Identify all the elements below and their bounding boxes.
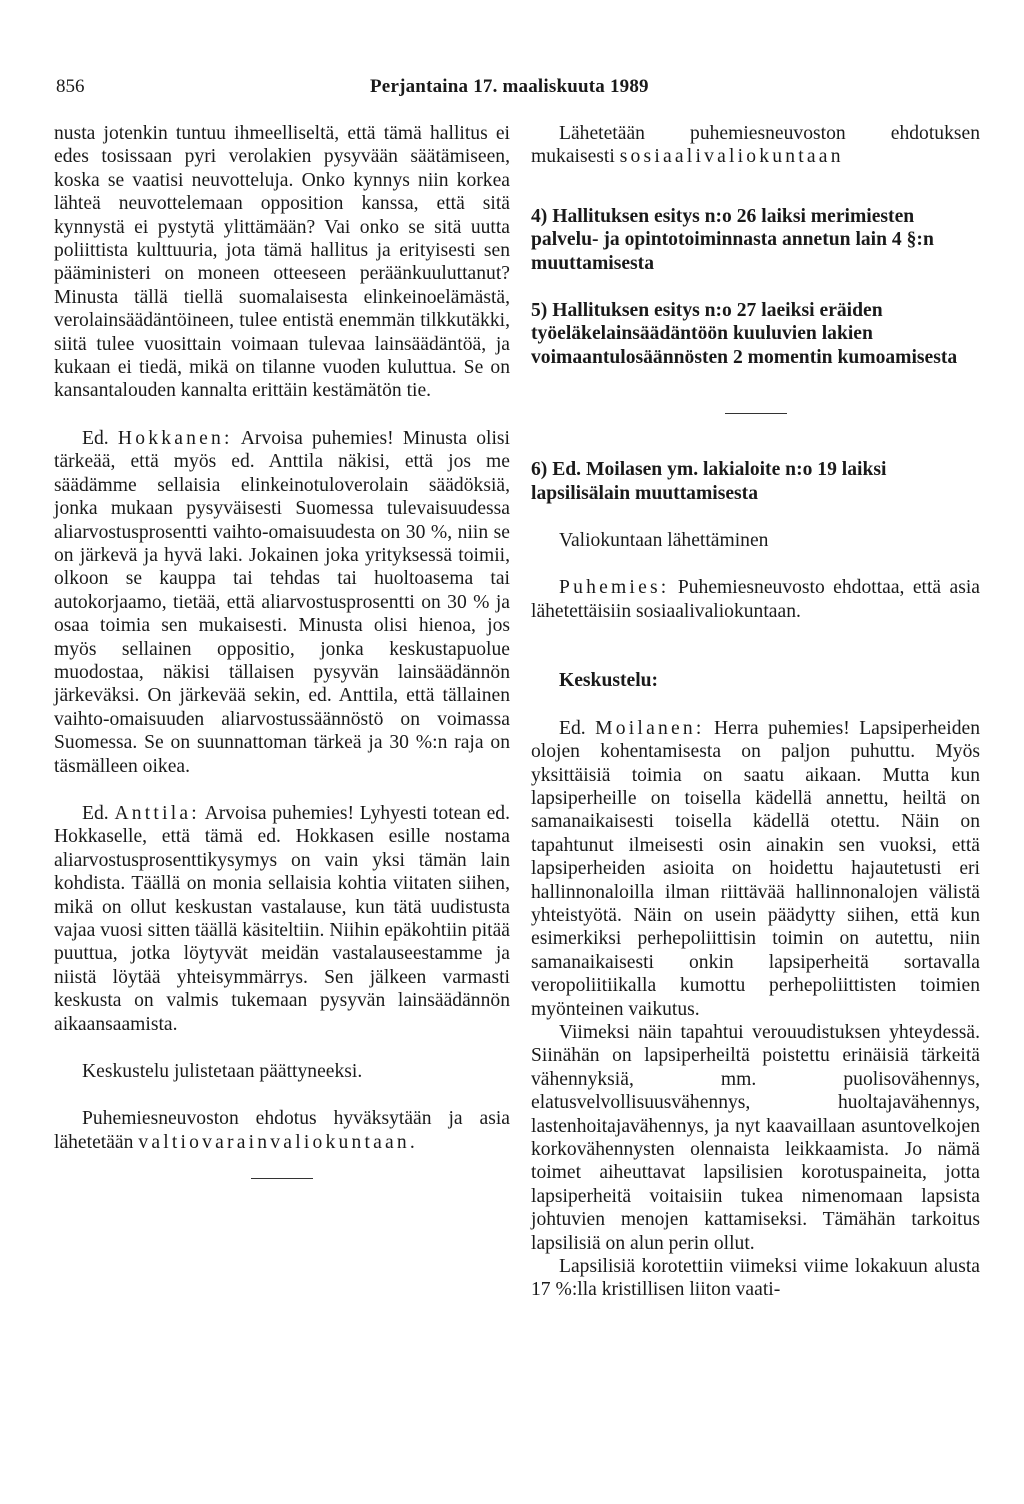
speaker-name: Puhemies:	[559, 577, 670, 599]
puhemies-proposal	[531, 576, 980, 623]
speech-moilanen	[531, 717, 980, 1021]
speaker-name: Hokkanen:	[117, 427, 233, 449]
agenda-item-6: 6) Ed. Moilasen ym. lakialoite n:o 19 laiksi lapsilisälain muuttamisesta	[531, 459, 887, 504]
speaker-title: Ed.	[82, 802, 109, 824]
proposal-text: Puhemiesneuvosto ehdottaa, että asia lähetettäisiin sosiaalivaliokuntaan.	[531, 577, 980, 622]
send-decision	[531, 122, 980, 169]
discussion-closed: Keskustelu julistetaan päättyneeksi.	[82, 1061, 363, 1083]
committee-name: valtiovarainvaliokuntaan.	[138, 1131, 419, 1153]
speech-text: Herra puhemies! Lapsiperheiden olojen kohentamisesta on paljon puhuttu. Myös yksittäisiä toimia on saatu aikaan. Mutta kun lapsiperheille on toisella kädellä annettu, heiltä on samanaikaisesti toisella kädellä otettu. Näin on tapahtunut ilmeisesti osin ainakin sen vuoksi, että lapsiperheiden asioita on hoidettu hajautetusti eri hallinnonaloilla ilman riittävää hallinnonalojen välistä yhteistyötä. Näin on usein päädytty siihen, että kun esimerkiksi perhepoliittisin toimin on autettu, niin samanaikaisesti onkin lapsiperheitä sortavalla veropoliitiikalla kumottu perhepoliittisten toimien myönteinen vaikutus.	[531, 717, 980, 1020]
speech-anttila	[54, 802, 510, 1036]
speaker-title: Ed.	[82, 427, 109, 449]
speaker-name: Anttila:	[114, 802, 200, 824]
agenda-item-5: 5) Hallituksen esitys n:o 27 laeiksi eräiden työeläkelainsäädäntöön kuuluvien lakien voimaantulosäännösten 2 momentin kumoamisesta	[531, 300, 958, 368]
decision	[54, 1107, 510, 1154]
header-date: Perjantaina 17. maaliskuuta 1989	[370, 76, 649, 97]
page-number: 856	[56, 76, 85, 97]
committee-name: sosiaalivaliokuntaan	[619, 146, 844, 168]
right-column	[531, 122, 980, 1302]
speaker-name: Moilanen:	[595, 717, 705, 739]
section-divider	[251, 1178, 313, 1179]
speaker-title: Ed.	[559, 717, 586, 739]
discussion-heading: Keskustelu:	[559, 670, 659, 692]
speech-paragraph: Lapsilisiä korotettiin viimeksi viime lokakuun alusta 17 %:lla kristillisen liiton vaati-	[531, 1256, 980, 1301]
send-text: Lähetetään puhemiesneuvoston ehdotuksen mukaisesti	[531, 123, 980, 168]
decision-text: Puhemiesneuvoston ehdotus hyväksytään ja asia lähetetään	[54, 1108, 510, 1153]
left-column	[54, 122, 510, 1179]
speech-continuation: nusta jotenkin tuntuu ihmeelliseltä, että tämä hallitus ei edes tosissaan pyri verolakien pysyvään säätämiseen, koska se vaatisi neuvotteluja. Onko kynnys niin korkea lähteä neuvottelemaan opposition kanssa, että sitä kynnystä ei pystytä ylittämään? Vai onko se sitä uutta poliittista kulttuuria, jota tämä hallitus ja erityisesti sen pääministeri on moneen otteeseen peräänkuuluttanut? Minusta tällä tiellä suomalaisesta elinkeinoelämästä, verolainsäädäntöineen, tulee entistä enemmän tilkkutäkki, siitä tulee vuosittain voimaan tulevaa lainsäädäntöä, ja kukaan ei tiedä, mikä on tilanne vuoden kuluttua. Se on kansantalouden kannalta erittäin kestämätön tie.	[54, 123, 510, 402]
agenda-item-4: 4) Hallituksen esitys n:o 26 laiksi merimiesten palvelu- ja opintotoiminnasta annetun lain 4 §:n muuttamisesta	[531, 205, 934, 274]
speech-text: Arvoisa puhemies! Lyhyesti totean ed. Hokkaselle, että tämä ed. Hokkasen esille nostama aliarvostusprosenttikysymys on vain yksi tämän lain kohdista. Täällä on monia sellaisia kohtia viitaten siihen, mikä on ollut keskustan vastalause, kun tätä uudistusta vajaa vuosi sitten täällä käsiteltiin. Niihin epäkohtiin pitää puuttua, jotka löytyvät meidän vastalauseestamme ja niistä löytää yhteisymmärrys. Sen jälkeen varmasti keskusta on valmis tukemaan pysyvän lainsäädännön aikaansaamista.	[54, 802, 510, 1035]
referral-heading: Valiokuntaan lähettäminen	[559, 530, 769, 552]
speech-hokkanen	[54, 427, 510, 778]
speech-text: Arvoisa puhemies! Minusta olisi tärkeää, että myös ed. Anttila näkisi, että jos me säädämme sellaisia elinkeinotuloverolain säädöksiä, jonka mukaan pysyväisesti Suomessa tulevaisuudessa aliarvostusprosentti vaihto-omaisuudesta on 30 %, niin se on järkevä ja hyvä laki. Jokainen joka yrityksessä toimii, olkoon se kauppa tai tehdas tai huoltoasema tai autokorjaamo, tietää, että aliarvostusprosentti on 30 % ja osaa toimia sen mukaisesti. Minusta olisi hienoa, jos myös sellainen oppositio, jonka keskustapuolue muodostaa, näkisi tällaisen pysyvän lainsäädännön järkeväksi. On järkevää sekin, ed. Anttila, että tällainen vaihto-omaisuuden aliarvostussäännöstö on voimassa Suomessa. Se on suunnattoman tärkeä ja 30 %:n raja on täsmälleen oikea.	[54, 427, 510, 777]
speech-paragraph: Viimeksi näin tapahtui verouudistuksen yhteydessä. Siinähän on lapsiperheiltä poistettu erinäisiä tärkeitä vähennyksiä, mm. puolisovähennys, elatusvelvollisuusvähennys, huoltajavähennys, lastenhoitajavähennys, ja nyt kaavaillaan asuntovelkojen korkovähennysten olennaista leikkaamista. Jo nämä toimet aiheuttavat lapsilisien korotuspaineita, jotta lapsiperheitä voitaisiin tukea nimenomaan lapsista johtuvien menojen kattamiseksi. Tämähän tarkoitus lapsilisiä on alun perin ollut.	[531, 1021, 980, 1254]
